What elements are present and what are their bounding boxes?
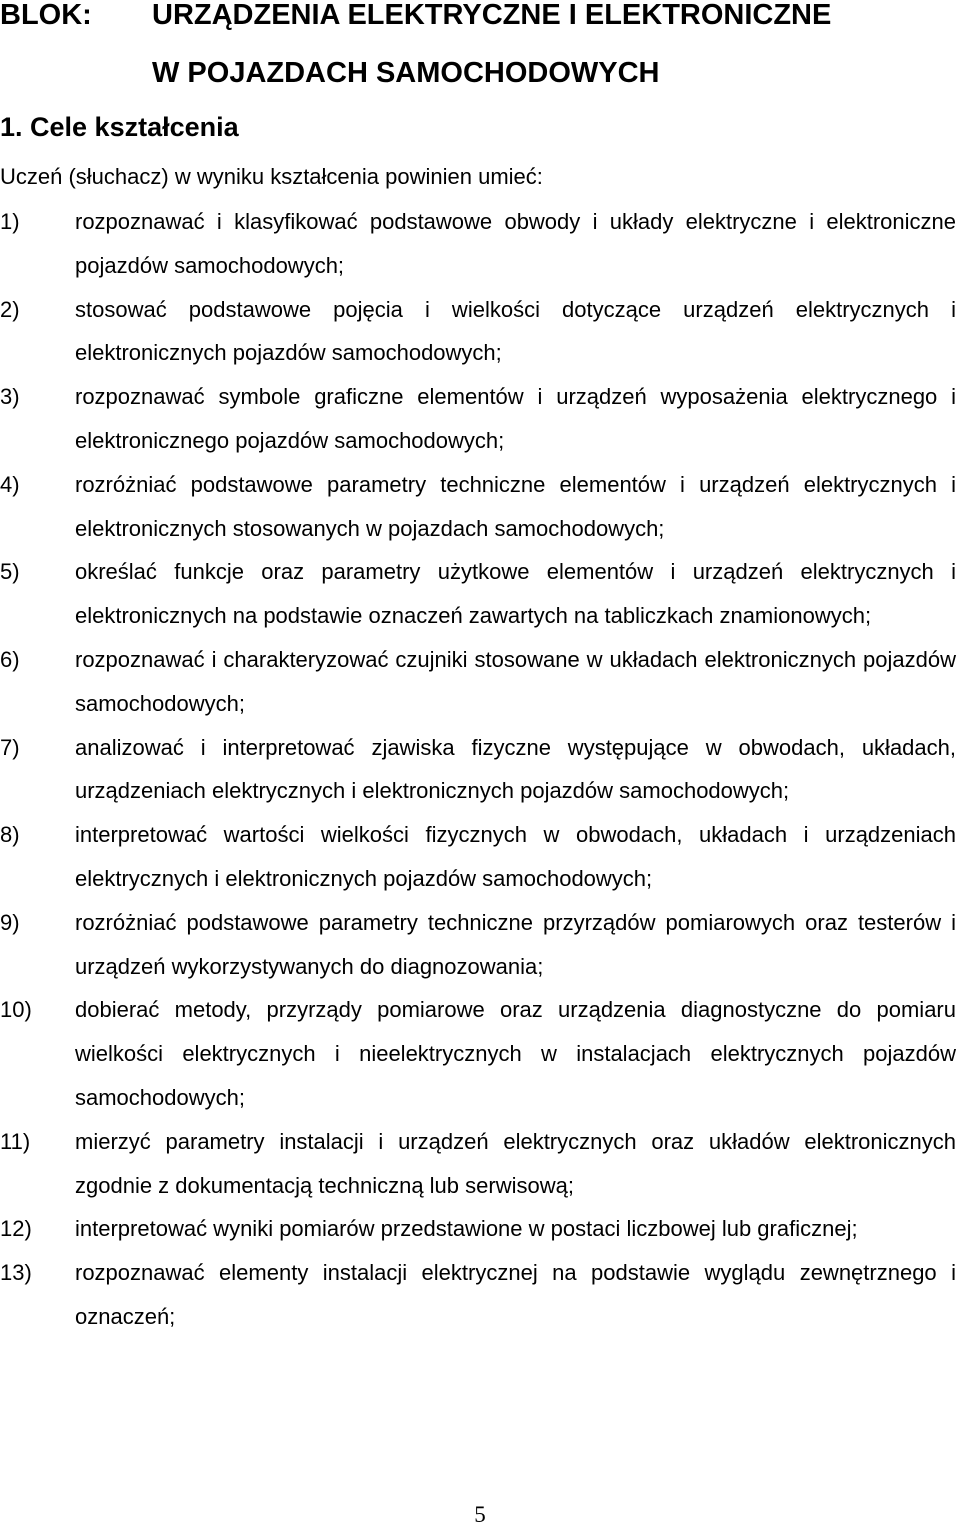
list-item-text: analizować i interpretować zjawiska fizyczne występujące w obwodach, układach, urządzeniach elektrycznych i elektronicznych pojazdów samochodowych; <box>75 734 956 804</box>
list-item-text: rozpoznawać elementy instalacji elektrycznej na podstawie wyglądu zewnętrznego i oznaczeń; <box>75 1260 956 1329</box>
block-title-line-2: W POJAZDACH SAMOCHODOWYCH <box>152 57 660 89</box>
list-item-number: 5) <box>0 559 20 585</box>
list-item-text: rozpoznawać symbole graficzne elementów i urządzeń wyposażenia elektrycznego i elektronicznego pojazdów samochodowych; <box>75 384 956 453</box>
section-heading: 1. Cele kształcenia <box>0 112 239 142</box>
list-item <box>0 988 956 1119</box>
list-item-number: 6) <box>0 646 20 672</box>
list-item <box>0 638 956 726</box>
list-item-number: 2) <box>0 296 20 322</box>
list-item-number: 13) <box>0 1260 32 1286</box>
list-item <box>0 901 956 989</box>
block-header <box>0 0 960 118</box>
list-item-text: rozróżniać podstawowe parametry techniczne elementów i urządzeń elektrycznych i elektronicznych stosowanych w pojazdach samochodowych; <box>75 471 956 541</box>
section-intro: Uczeń (słuchacz) w wyniku kształcenia powinien umieć: <box>0 164 543 189</box>
list-item-number: 1) <box>0 209 20 234</box>
list-item <box>0 1251 956 1339</box>
list-item-text: rozpoznawać i charakteryzować czujniki stosowane w układach elektronicznych pojazdów samochodowych; <box>75 646 956 716</box>
list-item-number: 12) <box>0 1216 32 1242</box>
list-item-text: określać funkcje oraz parametry użytkowe elementów i urządzeń elektrycznych i elektronicznych na podstawie oznaczeń zawartych na tabliczkach znamionowych; <box>75 559 956 629</box>
list-item <box>0 288 956 376</box>
learning-goals-list <box>0 200 956 1339</box>
list-item <box>0 550 956 638</box>
block-title <box>152 0 831 102</box>
page-number: 5 <box>474 1502 486 1527</box>
list-item-text: interpretować wyniki pomiarów przedstawione w postaci liczbowej lub graficznej; <box>75 1216 858 1242</box>
list-item-text: mierzyć parametry instalacji i urządzeń elektrycznych oraz układów elektronicznych zgodnie z dokumentacją techniczną lub serwisową; <box>75 1128 956 1198</box>
list-item <box>0 813 956 901</box>
list-item-number: 9) <box>0 909 20 935</box>
list-item-number: 11) <box>0 1128 31 1154</box>
list-item-text: rozróżniać podstawowe parametry techniczne przyrządów pomiarowych oraz testerów i urządzeń wykorzystywanych do diagnozowania; <box>75 909 956 979</box>
block-title-line-1: URZĄDZENIA ELEKTRYCZNE I ELEKTRONICZNE <box>152 0 832 31</box>
list-item-number: 7) <box>0 734 20 760</box>
block-label: BLOK: <box>0 0 92 31</box>
list-item-number: 8) <box>0 822 20 848</box>
list-item-number: 3) <box>0 384 20 410</box>
list-item-text: interpretować wartości wielkości fizycznych w obwodach, układach i urządzeniach elektrycznych i elektronicznych pojazdów samochodowych; <box>75 822 956 891</box>
list-item-text: dobierać metody, przyrządy pomiarowe oraz urządzenia diagnostyczne do pomiaru wielkości elektrycznych i nieelektrycznych w instalacjach elektrycznych pojazdów samochodowych; <box>75 997 956 1110</box>
list-item <box>0 726 956 814</box>
list-item-number: 4) <box>0 471 20 497</box>
list-item <box>0 463 956 551</box>
list-item-text: rozpoznawać i klasyfikować podstawowe obwody i układy elektryczne i elektroniczne pojazdów samochodowych; <box>75 209 956 278</box>
list-item-text: stosować podstawowe pojęcia i wielkości dotyczące urządzeń elektrycznych i elektronicznych pojazdów samochodowych; <box>75 296 956 366</box>
list-item <box>0 375 956 463</box>
list-item <box>0 1207 956 1251</box>
list-item <box>0 1120 956 1208</box>
list-item <box>0 200 956 288</box>
list-item-number: 10) <box>0 997 32 1023</box>
